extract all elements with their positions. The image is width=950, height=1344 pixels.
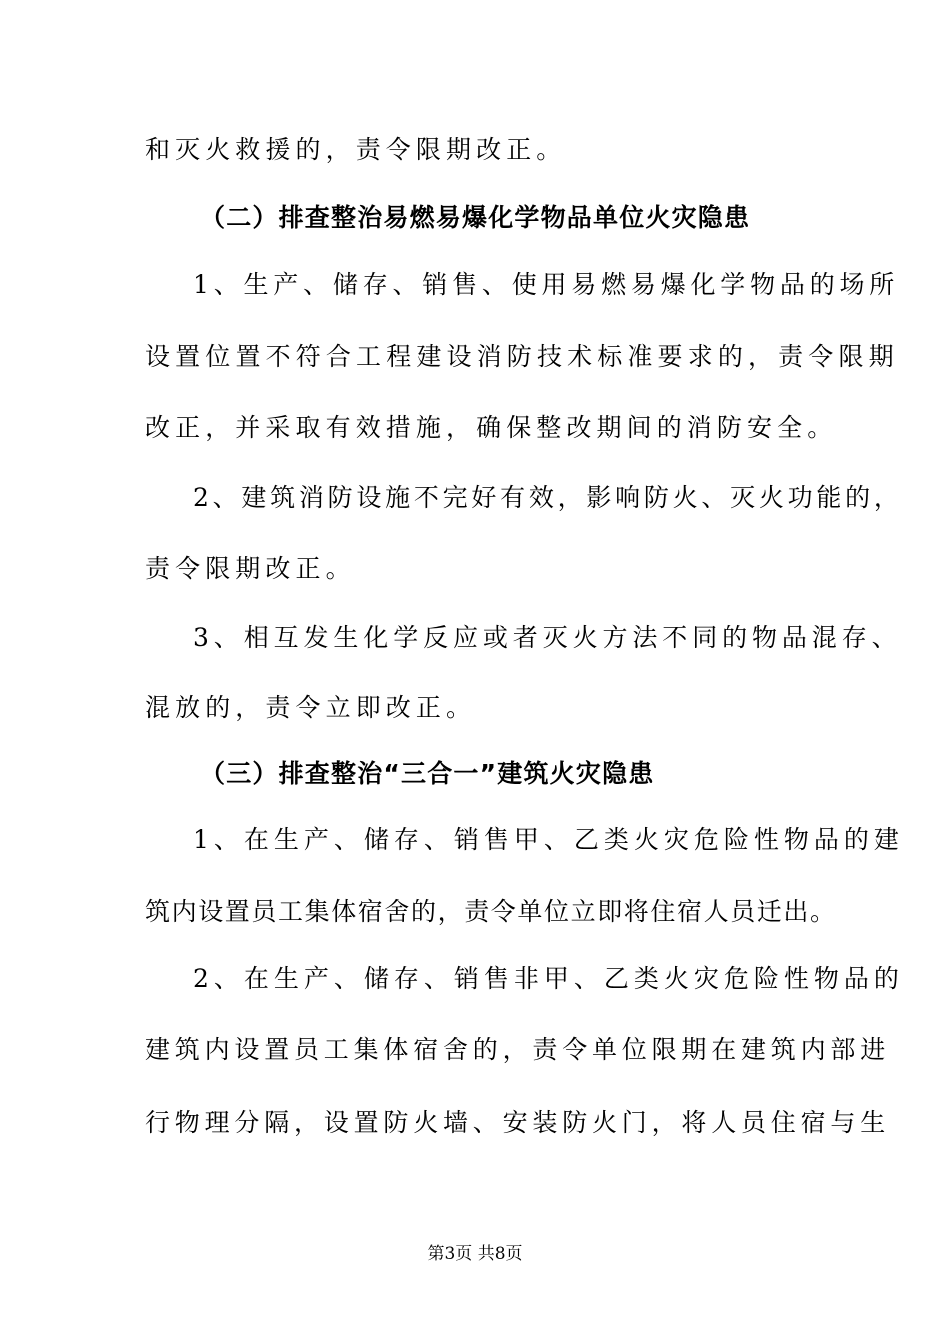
paragraph-line: 设置位置不符合工程建设消防技术标准要求的，责令限期 (145, 342, 899, 371)
page-number: 第3页 共8页 (427, 1244, 523, 1264)
paragraph-line: 建筑内设置员工集体宿舍的，责令单位限期在建筑内部进 (145, 1035, 891, 1064)
paragraph-line: 责令限期改正。 (145, 554, 356, 583)
paragraph-line: 改正，并采取有效措施，确保整改期间的消防安全。 (145, 413, 838, 442)
section-heading: （三）排查整治“三合一”建筑火灾隐患 (200, 759, 655, 788)
paragraph-line: 混放的，责令立即改正。 (145, 693, 477, 722)
paragraph-line: 1、生产、储存、销售、使用易燃易爆化学物品的场所 (193, 270, 900, 299)
paragraph-line: 筑内设置员工集体宿舍的，责令单位立即将住宿人员迁出。 (145, 897, 837, 926)
paragraph-line: 2、建筑消防设施不完好有效，影响防火、灭火功能的， (193, 483, 903, 512)
paragraph-line: 1、在生产、储存、销售甲、乙类火灾危险性物品的建 (193, 825, 904, 854)
paragraph-line: 2、在生产、储存、销售非甲、乙类火灾危险性物品的 (193, 964, 904, 993)
paragraph-line: 和灭火救援的，责令限期改正。 (145, 135, 567, 164)
section-heading: （二）排查整治易燃易爆化学物品单位火灾隐患 (200, 203, 751, 232)
paragraph-line: 3、相互发生化学反应或者灭火方法不同的物品混存、 (193, 623, 902, 652)
paragraph-line: 行物理分隔，设置防火墙、安装防火门，将人员住宿与生 (145, 1108, 891, 1137)
